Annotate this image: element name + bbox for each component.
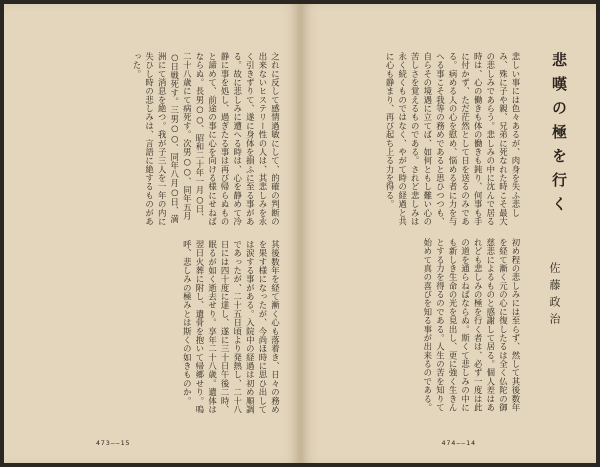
right-body-upper [332, 52, 522, 230]
right-page [301, 4, 597, 463]
right-body-lower [332, 238, 522, 416]
left-page [4, 4, 301, 463]
left-body-upper [24, 52, 282, 228]
book-spread [4, 4, 596, 463]
right-page-number: 474——14 [441, 439, 476, 447]
right-body-lower-text: 初め程の悲しみには至らず、然して其後数年を経て漸く元の心に復したるは全く仏陀の御慈悲によるものと感謝して居る。個人差はあれども悲しみの極を行く者は、必ず一度は此の道を通らねばならぬ。斯くて悲しみの中にも新しき生命の光を見出し、更に強く生きんとする力を得るのである。人生の苦を知りて始めて真の喜びを知る事が出来るのである。 [422, 238, 521, 412]
article-title: 悲嘆の極を行く [550, 52, 568, 220]
left-body-upper-text: 之れに反して感情過敏にして、的確の判断の出来ないヒステリー性の人は、其悲しみを永く引きずりて、遂に身体を損ふに至る事がある。故に悲しみに遭へる時は、心を静めて冷静に事を処し、過ぎたる事は再び帰らぬものと諦めて、前途の事に心を向ける様にせねばならぬ。長男○○、昭和二十年一月○日、二十八歳にて病死す。次男○○、同年五月○日戦死す。三男○○、同年八月○日、満洲にて消息を絶つ。我が子三人を一年の内に失ひし時の悲しみは、言語に絶するものがあった。 [131, 52, 281, 226]
left-body-lower [24, 240, 282, 416]
right-body-upper-text: 悲しい事には色々あるが、肉身を失ふ悲しみ、殊に子や親、兄弟に死なれた時こそ最大の悲しみであらう。悲しみの中に沈んで居る時は、心の働きも体の働きも鈍り、何事も手に付かず、ただ茫然として日を送るのみである。病める人の心を慰め、悩める者に力を与へる事こそ我等の務めであると思ひつつも、自らその境遇に立てば、如何ともし難い心の苦しさを覚えるものである。されど悲しみは永く続くものではなく、やがて時の経過と共に心も静まり、再び起ち上る力を得る。 [385, 52, 521, 226]
left-page-number: 473——15 [96, 439, 131, 447]
left-body-lower-text: 其後数年を経て漸く心も落着き、日々の務めを果す様になったが、今尚ほ時に思ひ出しては涙する事がある。入院中の経過は初め順調であったが、二十五日頃より発熱し、二十八日には四十度に達し、遂に三十日午後二時、眠るが如く逝去せり。享年二十八歳。遺体は翌日火葬に附し、遺骨を抱いて帰郷せり。嗚呼、悲しみの極みとは斯くの如きものか。 [182, 240, 281, 414]
article-author: 佐藤政治 [548, 262, 561, 330]
